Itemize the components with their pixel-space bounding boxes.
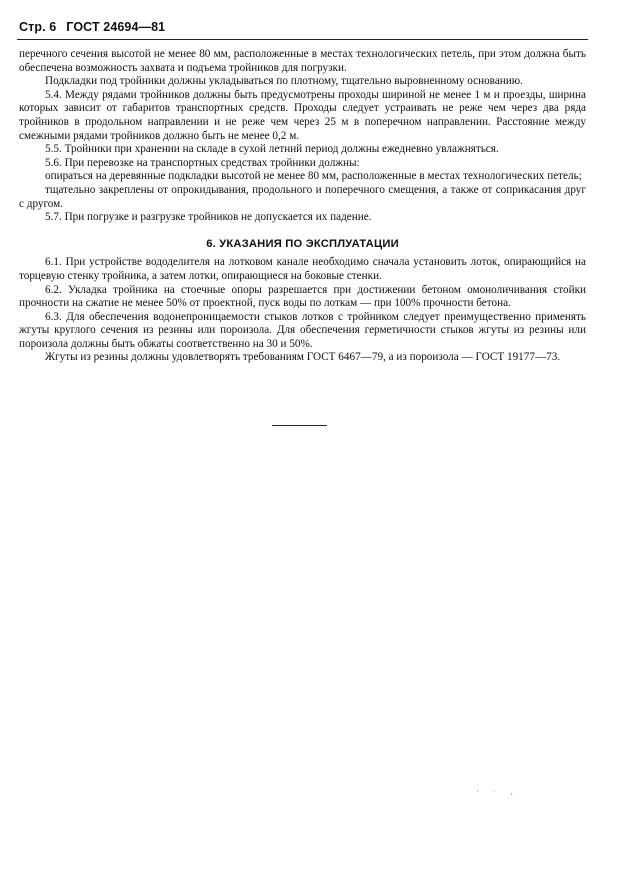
paragraph-6-1: 6.1. При устройстве вододелителя на лотковом канале необходимо сначала установить лоток, опирающийся на торцевую стенку тройника, а затем лотки, опирающиеся на боковые стенки. <box>19 256 586 282</box>
end-divider <box>272 425 327 426</box>
paragraph: перечного сечения высотой не менее 80 мм, расположенные в местах технологических петель, при этом должна быть обеспечена возможность захвата и подъема тройников для погрузки. <box>19 48 586 74</box>
paragraph: тщательно закреплены от опрокидывания, продольного и поперечного смещения, а также от соприкасания друг с другом. <box>19 183 586 210</box>
document-number: ГОСТ 24694—81 <box>66 20 166 34</box>
paragraph-5-6: 5.6. При перевозке на транспортных средствах тройники должны: <box>45 156 360 169</box>
paragraph-5-7: 5.7. При погрузке и разгрузке тройников не допускается их падение. <box>45 211 372 224</box>
page-header <box>19 20 165 34</box>
page-number: Стр. 6 <box>19 20 57 34</box>
header-divider <box>17 39 588 40</box>
document-body <box>19 48 586 365</box>
paragraph-6-2: 6.2. Укладка тройника на стоечные опоры разрешается при достижении бетоном омоноличивания стойки прочности на сжатие не менее 50% от проектной, пуск воды по лоткам — при 100% прочности бетона. <box>19 283 586 310</box>
paragraph-5-5: 5.5. Тройники при хранении на складе в сухой летний период должны ежедневно увлажняться. <box>45 143 499 156</box>
paragraph-5-4: 5.4. Между рядами тройников должны быть предусмотрены проходы шириной не менее 1 м и проезды, ширина которых зависит от габаритов транспортных средств. Проходы следует устраивать не реже чем через два ряда тройников в продольном направлении и не реже чем через 25 м в поперечном направлении. Расстояние между смежными рядами тройников должно быть не менее 0,2 м. <box>19 88 586 142</box>
scan-specks: · · , <box>476 786 519 796</box>
section-heading: 6. УКАЗАНИЯ ПО ЭКСПЛУАТАЦИИ <box>206 237 399 250</box>
paragraph: опираться на деревянные подкладки высотой не менее 80 мм, расположенные в местах технологических петель; <box>45 170 582 183</box>
paragraph: Подкладки под тройники должны укладываться по плотному, тщательно выровненному основанию. <box>45 75 523 88</box>
paragraph: Жгуты из резины должны удовлетворять требованиям ГОСТ 6467—79, а из пороизола — ГОСТ 19177—73. <box>45 351 561 364</box>
paragraph-6-3: 6.3. Для обеспечения водонепроницаемости стыков лотков с тройником следует преимущественно применять жгуты круглого сечения из резины или пороизола. Для обеспечения герметичности стыков жгуты из резины или пороизола должны быть обжаты соответственно на 30 и 50%. <box>19 310 586 350</box>
